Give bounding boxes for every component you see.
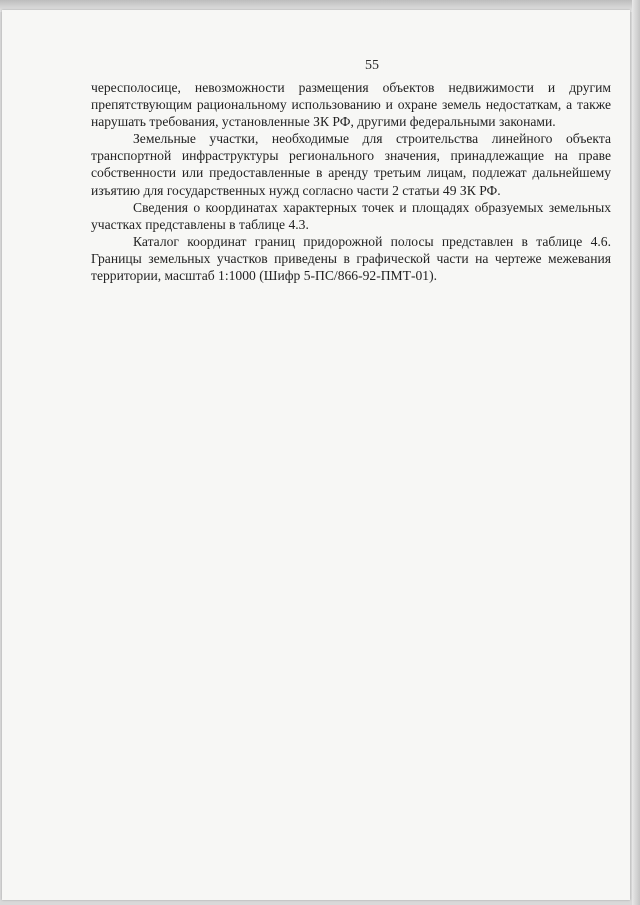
paragraph-coordinates-info: Сведения о координатах характерных точек и площадях образуемых земельных участках представлены в таблице 4.3. — [91, 199, 611, 232]
body-text — [91, 79, 611, 284]
paragraph-roadside-catalog: Каталог координат границ придорожной полосы представлен в таблице 4.6. Границы земельных участков приведены в графической части на чертеже межевания территории, масштаб 1:1000 (Шифр 5-ПС/866-92-ПМТ-01). — [91, 233, 611, 284]
document-page — [2, 10, 630, 900]
paragraph-continuation: чересполосице, невозможности размещения объектов недвижимости и другим препятствующим рациональному использованию и охране земель недостаткам, а также нарушать требования, установленные ЗК РФ, другими федеральными законами. — [91, 80, 611, 130]
paragraph-land-plots-seizure: Земельные участки, необходимые для строительства линейного объекта транспортной инфраструктуры регионального значения, принадлежащие на праве собственности или предоставленные в аренду третьим лицам, подлежат дальнейшему изъятию для государственных нужд согласно части 2 статьи 49 ЗК РФ. — [91, 131, 611, 198]
scan-right-edge — [632, 0, 640, 905]
page-number: 55 — [365, 58, 379, 73]
